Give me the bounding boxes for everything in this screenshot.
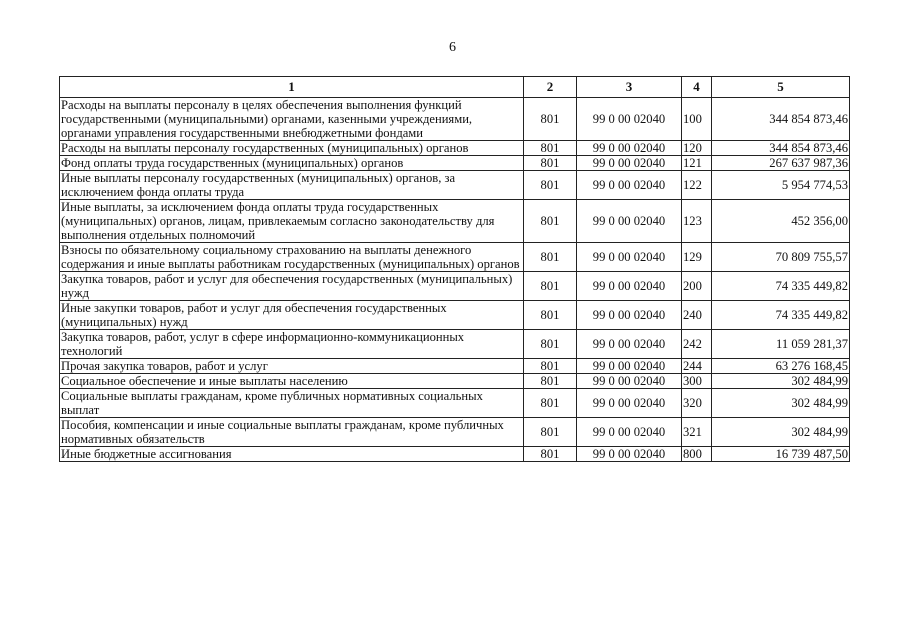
row-amount-cell: 302 484,99	[712, 374, 850, 389]
row-target-cell: 99 0 00 02040	[577, 243, 682, 272]
row-amount-cell: 302 484,99	[712, 389, 850, 418]
table-row	[60, 171, 850, 200]
row-name-cell: Иные выплаты персоналу государственных (муниципальных) органов, за исключением фонда оплаты труда	[60, 171, 524, 200]
row-type-cell: 240	[682, 301, 712, 330]
row-code-cell: 801	[524, 272, 577, 301]
row-code-cell: 801	[524, 171, 577, 200]
table-row	[60, 374, 850, 389]
row-code-cell: 801	[524, 141, 577, 156]
row-name-cell: Фонд оплаты труда государственных (муниципальных) органов	[60, 156, 524, 171]
row-name-cell: Иные выплаты, за исключением фонда оплаты труда государственных (муниципальных) органов, лицам, привлекаемым согласно законодательству для выполнения отдельных полномочий	[60, 200, 524, 243]
row-target-cell: 99 0 00 02040	[577, 418, 682, 447]
column-header-2: 2	[524, 77, 577, 98]
row-type-cell: 300	[682, 374, 712, 389]
row-target-cell: 99 0 00 02040	[577, 389, 682, 418]
row-code-cell: 801	[524, 200, 577, 243]
row-name-cell: Прочая закупка товаров, работ и услуг	[60, 359, 524, 374]
row-amount-cell: 74 335 449,82	[712, 272, 850, 301]
row-type-cell: 129	[682, 243, 712, 272]
row-name-cell: Социальное обеспечение и иные выплаты населению	[60, 374, 524, 389]
row-target-cell: 99 0 00 02040	[577, 200, 682, 243]
row-amount-cell: 5 954 774,53	[712, 171, 850, 200]
row-amount-cell: 74 335 449,82	[712, 301, 850, 330]
row-name-cell: Закупка товаров, работ и услуг для обеспечения государственных (муниципальных) нужд	[60, 272, 524, 301]
row-code-cell: 801	[524, 301, 577, 330]
row-code-cell: 801	[524, 156, 577, 171]
row-amount-cell: 344 854 873,46	[712, 141, 850, 156]
row-target-cell: 99 0 00 02040	[577, 330, 682, 359]
row-name-cell: Иные закупки товаров, работ и услуг для обеспечения государственных (муниципальных) нужд	[60, 301, 524, 330]
row-name-cell: Социальные выплаты гражданам, кроме публичных нормативных социальных выплат	[60, 389, 524, 418]
row-name-cell: Пособия, компенсации и иные социальные выплаты гражданам, кроме публичных нормативных обязательств	[60, 418, 524, 447]
row-type-cell: 244	[682, 359, 712, 374]
table-row	[60, 359, 850, 374]
row-code-cell: 801	[524, 359, 577, 374]
row-target-cell: 99 0 00 02040	[577, 171, 682, 200]
column-header-1: 1	[60, 77, 524, 98]
row-amount-cell: 452 356,00	[712, 200, 850, 243]
row-amount-cell: 16 739 487,50	[712, 447, 850, 462]
row-target-cell: 99 0 00 02040	[577, 374, 682, 389]
row-code-cell: 801	[524, 447, 577, 462]
row-amount-cell: 63 276 168,45	[712, 359, 850, 374]
page-number: 6	[449, 40, 456, 55]
table-header-row	[60, 77, 850, 98]
row-code-cell: 801	[524, 374, 577, 389]
row-type-cell: 121	[682, 156, 712, 171]
row-type-cell: 242	[682, 330, 712, 359]
table-row	[60, 447, 850, 462]
row-type-cell: 320	[682, 389, 712, 418]
row-type-cell: 200	[682, 272, 712, 301]
row-code-cell: 801	[524, 243, 577, 272]
row-target-cell: 99 0 00 02040	[577, 359, 682, 374]
row-target-cell: 99 0 00 02040	[577, 98, 682, 141]
row-target-cell: 99 0 00 02040	[577, 141, 682, 156]
row-target-cell: 99 0 00 02040	[577, 272, 682, 301]
row-target-cell: 99 0 00 02040	[577, 301, 682, 330]
table-row	[60, 141, 850, 156]
row-target-cell: 99 0 00 02040	[577, 156, 682, 171]
row-name-cell: Расходы на выплаты персоналу в целях обеспечения выполнения функций государственными (муниципальными) органами, казенными учреждениями, органами управления государственными внебюджетными фондами	[60, 98, 524, 141]
column-header-3: 3	[577, 77, 682, 98]
row-type-cell: 800	[682, 447, 712, 462]
row-amount-cell: 302 484,99	[712, 418, 850, 447]
row-type-cell: 120	[682, 141, 712, 156]
table-body	[60, 98, 850, 462]
row-amount-cell: 70 809 755,57	[712, 243, 850, 272]
row-name-cell: Взносы по обязательному социальному страхованию на выплаты денежного содержания и иные выплаты работникам государственных (муниципальных) органов	[60, 243, 524, 272]
table-row	[60, 272, 850, 301]
row-type-cell: 321	[682, 418, 712, 447]
row-amount-cell: 11 059 281,37	[712, 330, 850, 359]
row-target-cell: 99 0 00 02040	[577, 447, 682, 462]
table-row	[60, 156, 850, 171]
row-type-cell: 122	[682, 171, 712, 200]
row-amount-cell: 344 854 873,46	[712, 98, 850, 141]
table-row	[60, 389, 850, 418]
column-header-5: 5	[712, 77, 850, 98]
row-code-cell: 801	[524, 330, 577, 359]
budget-table	[59, 76, 850, 462]
row-code-cell: 801	[524, 418, 577, 447]
row-name-cell: Иные бюджетные ассигнования	[60, 447, 524, 462]
row-name-cell: Закупка товаров, работ, услуг в сфере информационно-коммуникационных технологий	[60, 330, 524, 359]
table-row	[60, 330, 850, 359]
row-type-cell: 123	[682, 200, 712, 243]
row-code-cell: 801	[524, 389, 577, 418]
column-header-4: 4	[682, 77, 712, 98]
row-name-cell: Расходы на выплаты персоналу государственных (муниципальных) органов	[60, 141, 524, 156]
row-type-cell: 100	[682, 98, 712, 141]
row-amount-cell: 267 637 987,36	[712, 156, 850, 171]
table-row	[60, 98, 850, 141]
table-row	[60, 200, 850, 243]
row-code-cell: 801	[524, 98, 577, 141]
table-row	[60, 418, 850, 447]
table-row	[60, 301, 850, 330]
table-row	[60, 243, 850, 272]
